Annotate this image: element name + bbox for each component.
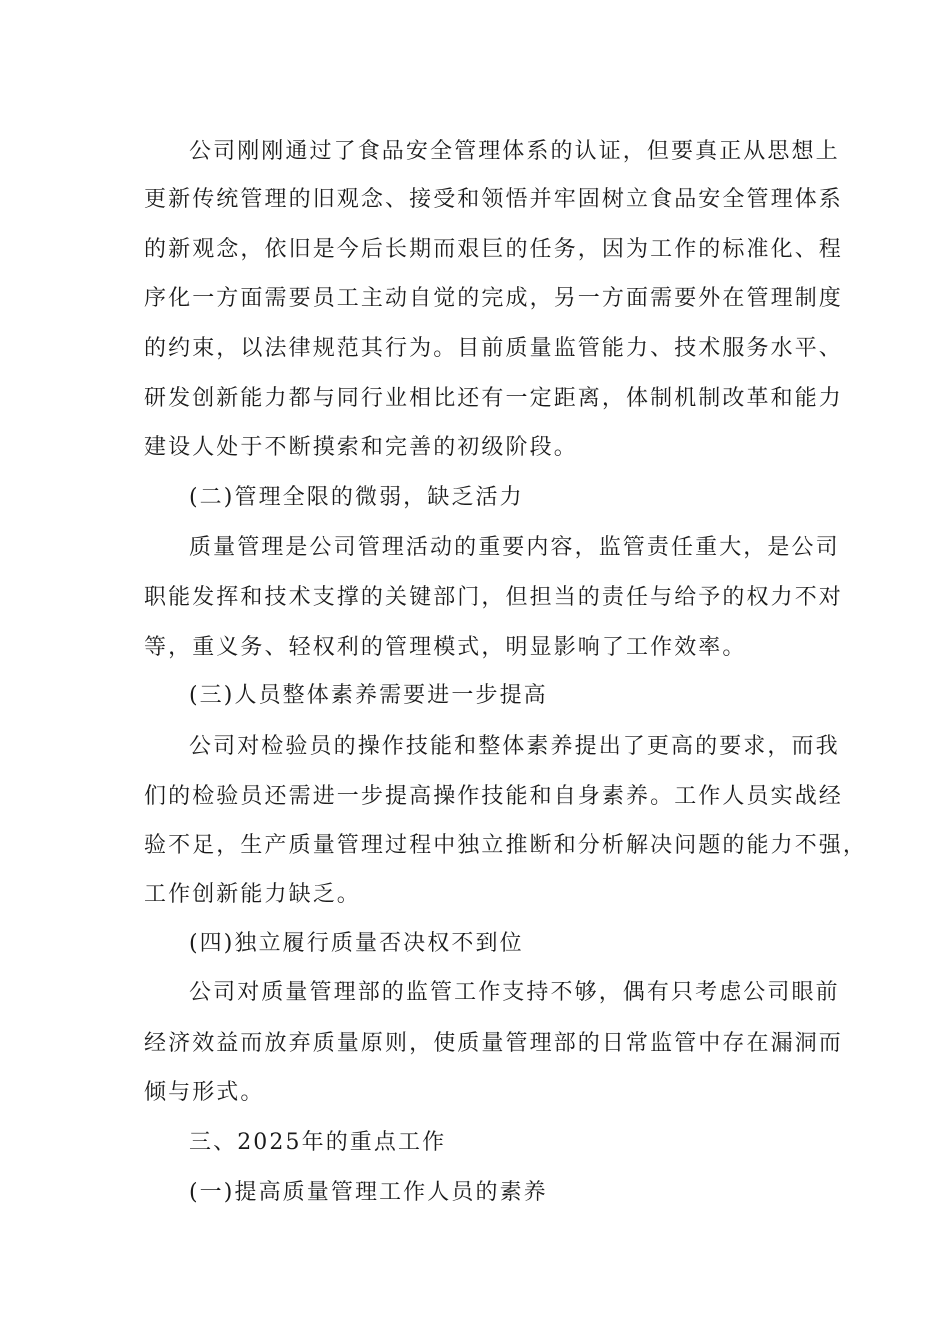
paragraph-line: 建设人处于不断摸索和完善的初级阶段。 xyxy=(144,435,578,460)
paragraph-line: 研发创新能力都与同行业相比还有一定距离，体制机制改革和能力 xyxy=(144,386,843,411)
paragraph-line: 公司对质量管理部的监管工作支持不够，偶有只考虑公司眼前 xyxy=(189,980,840,1005)
section-heading: 三、2025年的重点工作 xyxy=(189,1130,447,1155)
paragraph-line: 更新传统管理的旧观念、接受和领悟并牢固树立食品安全管理体系 xyxy=(144,187,843,212)
paragraph-line: 等，重义务、轻权利的管理模式，明显影响了工作效率。 xyxy=(144,635,747,660)
paragraph-line: 公司刚刚通过了食品安全管理体系的认证，但要真正从思想上 xyxy=(189,139,840,164)
paragraph-line: 们的检验员还需进一步提高操作技能和自身素养。工作人员实战经 xyxy=(144,784,843,809)
paragraph-line: 工作创新能力缺乏。 xyxy=(144,882,361,907)
paragraph-line: 公司对检验员的操作技能和整体素养提出了更高的要求，而我 xyxy=(189,734,840,759)
section-heading: (一)提高质量管理工作人员的素养 xyxy=(189,1180,548,1205)
paragraph-line: 质量管理是公司管理活动的重要内容，监管责任重大，是公司 xyxy=(189,535,840,560)
paragraph-line: 经济效益而放弃质量原则，使质量管理部的日常监管中存在漏洞而 xyxy=(144,1031,843,1056)
paragraph-line: 倾与形式。 xyxy=(144,1080,265,1105)
paragraph-line: 验不足，生产质量管理过程中独立推断和分析解决问题的能力不强， xyxy=(144,833,868,858)
paragraph-line: 的新观念，依旧是今后长期而艰巨的任务，因为工作的标准化、程 xyxy=(144,237,843,262)
section-heading: (二)管理全限的微弱，缺乏活力 xyxy=(189,485,524,510)
paragraph-line: 的约束，以法律规范其行为。目前质量监管能力、技术服务水平、 xyxy=(144,336,843,361)
paragraph-line: 职能发挥和技术支撑的关键部门，但担当的责任与给予的权力不对 xyxy=(144,585,843,610)
section-heading: (三)人员整体素养需要进一步提高 xyxy=(189,683,548,708)
paragraph-line: 序化一方面需要员工主动自觉的完成，另一方面需要外在管理制度 xyxy=(144,286,843,311)
section-heading: (四)独立履行质量否决权不到位 xyxy=(189,931,524,956)
